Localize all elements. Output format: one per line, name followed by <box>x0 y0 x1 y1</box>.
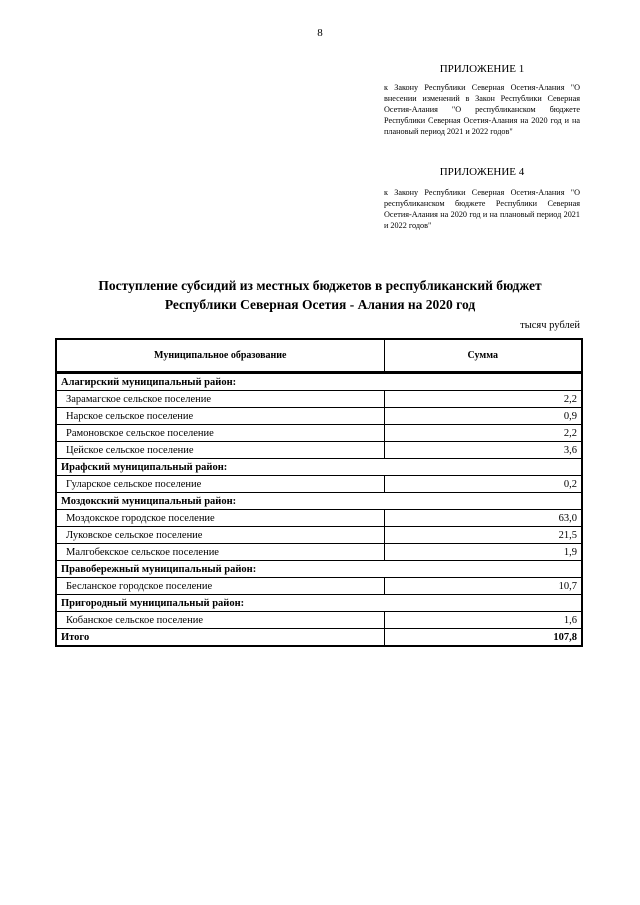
units-label: тысяч рублей <box>520 320 580 331</box>
settlement-name: Нарское сельское поселение <box>56 408 384 425</box>
total-value: 107,8 <box>384 629 582 647</box>
district-name: Правобережный муниципальный район: <box>56 561 582 578</box>
header-municipality: Муниципальное образование <box>56 339 384 373</box>
settlement-name: Моздокское городское поселение <box>56 510 384 527</box>
table-header-row <box>56 339 582 373</box>
document-title <box>60 276 580 314</box>
settlement-row <box>56 510 582 527</box>
settlement-value: 0,9 <box>384 408 582 425</box>
appendix-1-text: к Закону Республики Северная Осетия-Алания "О внесении изменений в Закон Республики Северная Осетия-Алания "О республиканском бюджете Республики Северная Осетия-Алания на 2020 год и на плановый период 2021 и 2022 годов" <box>384 83 580 136</box>
header-sum: Сумма <box>384 339 582 373</box>
district-name: Моздокский муниципальный район: <box>56 493 582 510</box>
district-row <box>56 561 582 578</box>
settlement-row <box>56 612 582 629</box>
settlement-row <box>56 527 582 544</box>
district-name: Алагирский муниципальный район: <box>56 373 582 391</box>
settlement-value: 1,6 <box>384 612 582 629</box>
total-label: Итого <box>56 629 384 647</box>
district-row <box>56 373 582 391</box>
settlement-row <box>56 476 582 493</box>
appendix-1-title: ПРИЛОЖЕНИЕ 1 <box>439 63 525 75</box>
settlement-name: Зарамагское сельское поселение <box>56 391 384 408</box>
settlement-value: 3,6 <box>384 442 582 459</box>
document-title-line-1: Поступление субсидий из местных бюджетов в республиканский бюджет <box>98 278 542 293</box>
settlement-value: 1,9 <box>384 544 582 561</box>
document-title-line-2: Республики Северная Осетия - Алания на 2020 год <box>164 297 476 312</box>
settlement-name: Рамоновское сельское поселение <box>56 425 384 442</box>
settlement-value: 0,2 <box>384 476 582 493</box>
total-row <box>56 629 582 647</box>
district-name: Ирафский муниципальный район: <box>56 459 582 476</box>
settlement-name: Цейское сельское поселение <box>56 442 384 459</box>
settlement-value: 63,0 <box>384 510 582 527</box>
settlement-name: Малгобекское сельское поселение <box>56 544 384 561</box>
settlement-row <box>56 442 582 459</box>
settlement-row <box>56 425 582 442</box>
settlement-name: Гуларское сельское поселение <box>56 476 384 493</box>
settlement-value: 10,7 <box>384 578 582 595</box>
subsidies-table <box>55 338 581 647</box>
appendix-4-title: ПРИЛОЖЕНИЕ 4 <box>439 166 525 178</box>
settlement-row <box>56 578 582 595</box>
appendix-4-text: к Закону Республики Северная Осетия-Алания "О республиканском бюджете Республики Северная Осетия-Алания на 2020 год и на плановый период 2021 и 2022 годов" <box>384 188 580 230</box>
settlement-value: 2,2 <box>384 425 582 442</box>
settlement-value: 2,2 <box>384 391 582 408</box>
district-row <box>56 493 582 510</box>
settlement-name: Луковское сельское поселение <box>56 527 384 544</box>
district-row <box>56 459 582 476</box>
settlement-row <box>56 544 582 561</box>
settlement-name: Кобанское сельское поселение <box>56 612 384 629</box>
district-name: Пригородный муниципальный район: <box>56 595 582 612</box>
district-row <box>56 595 582 612</box>
settlement-row <box>56 391 582 408</box>
settlement-value: 21,5 <box>384 527 582 544</box>
settlement-row <box>56 408 582 425</box>
settlement-name: Бесланское городское поселение <box>56 578 384 595</box>
page-number: 8 <box>317 27 323 39</box>
